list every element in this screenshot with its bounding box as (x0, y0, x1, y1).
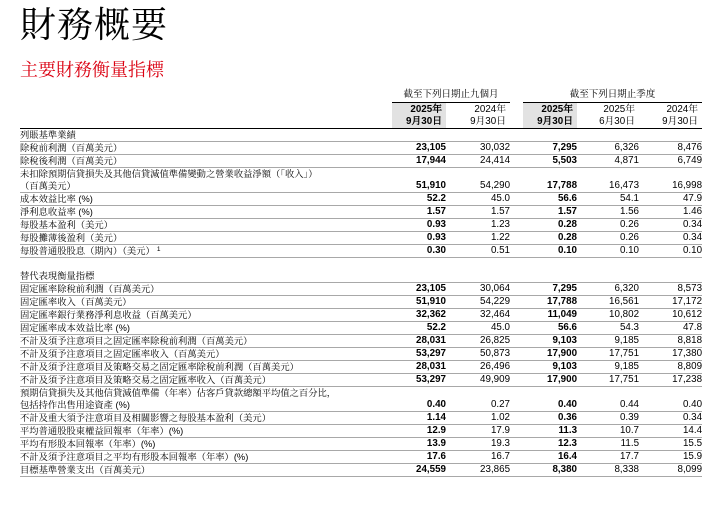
value-cell: 0.34 (639, 232, 702, 245)
row-label (20, 232, 392, 245)
value-cell: 47.8 (639, 322, 702, 335)
row-label-text: 目標基準營業支出（百萬美元） (20, 465, 151, 475)
table-row (20, 387, 702, 412)
value-cell: 24,414 (446, 155, 510, 168)
value-cell: 17,788 (523, 296, 577, 309)
value-cell: 51,910 (392, 168, 446, 193)
row-label-text: 平均普通股股東權益回報率（年率）(%) (20, 426, 184, 436)
value-cell: 7,295 (523, 142, 577, 155)
value-cell: 0.34 (639, 219, 702, 232)
value-cell: 1.14 (392, 412, 446, 425)
table-row (20, 155, 702, 168)
value-cell: 45.0 (446, 193, 510, 206)
row-label-line: 預期信貸損失及其他信貸減值準備（年率）佔客戶貸款總額平均值之百分比， (20, 388, 337, 398)
value-cell: 0.40 (392, 387, 446, 412)
table-row (20, 283, 702, 296)
table-row (20, 245, 702, 258)
column-header-year: 2025年 (603, 104, 636, 115)
table-row (20, 232, 702, 245)
column-gap (510, 245, 523, 258)
table-row (20, 168, 702, 193)
column-header-row (20, 103, 702, 129)
column-header-year: 2025年 (541, 104, 574, 115)
value-cell: 23,105 (392, 283, 446, 296)
row-label-text: 成本效益比率 (%) (20, 194, 93, 204)
value-cell: 47.9 (639, 193, 702, 206)
column-gap (510, 309, 523, 322)
column-header (577, 103, 639, 129)
row-label-text: 固定匯率除稅前利潤（百萬美元） (20, 284, 160, 294)
value-cell: 10.7 (577, 425, 639, 438)
column-gap (510, 219, 523, 232)
value-cell: 54.3 (577, 322, 639, 335)
value-cell: 15.9 (639, 451, 702, 464)
column-gap (510, 374, 523, 387)
column-gap (510, 88, 523, 103)
value-cell: 28,031 (392, 335, 446, 348)
column-header-year: 2025年 (410, 104, 442, 115)
value-cell: 17,900 (523, 374, 577, 387)
column-gap (510, 296, 523, 309)
value-cell: 53,297 (392, 374, 446, 387)
value-cell: 15.5 (639, 438, 702, 451)
value-cell: 0.39 (577, 412, 639, 425)
value-cell: 8,573 (639, 283, 702, 296)
table-row (20, 348, 702, 361)
value-cell: 52.2 (392, 322, 446, 335)
row-label-line: （百萬美元） (20, 181, 76, 191)
column-header-date: 9月30日 (406, 115, 442, 127)
row-label-text: 淨利息收益率 (%) (20, 207, 93, 217)
value-cell: 4,871 (577, 155, 639, 168)
row-label (20, 387, 392, 412)
section-heading: 替代表現衡量指標 (20, 270, 702, 283)
value-cell: 0.27 (446, 387, 510, 412)
row-label-text: 不計及須予注意項目及策略交易之固定匯率除稅前利潤（百萬美元） (20, 362, 299, 372)
value-cell: 17.9 (446, 425, 510, 438)
row-label (20, 425, 392, 438)
value-cell: 1.57 (446, 206, 510, 219)
table-header (20, 88, 702, 129)
row-label-text: 每股基本盈利（美元） (20, 220, 113, 230)
row-label (20, 283, 392, 296)
column-gap (510, 438, 523, 451)
section-heading-row (20, 270, 702, 283)
value-cell: 6,326 (577, 142, 639, 155)
value-cell: 17,238 (639, 374, 702, 387)
table-row (20, 374, 702, 387)
column-group-row (20, 88, 702, 103)
row-label (20, 309, 392, 322)
column-gap (510, 103, 523, 129)
footnote-ref: 1 (156, 245, 161, 253)
row-label-text: 固定匯率銀行業務淨利息收益（百萬美元） (20, 310, 197, 320)
column-header-date: 6月30日 (599, 115, 636, 127)
value-cell: 45.0 (446, 322, 510, 335)
row-label (20, 206, 392, 219)
column-header-year: 2024年 (474, 104, 507, 115)
value-cell: 11.3 (523, 425, 577, 438)
column-gap (510, 335, 523, 348)
value-cell: 8,380 (523, 464, 577, 477)
value-cell: 50,873 (446, 348, 510, 361)
row-label (20, 219, 392, 232)
row-label-text: 固定匯率成本效益比率 (%) (20, 323, 131, 333)
row-label-text: 不計及須予注意項目之固定匯率除稅前利潤（百萬美元） (20, 336, 253, 346)
row-label (20, 296, 392, 309)
row-label-text: 除稅前利潤（百萬美元） (20, 143, 123, 153)
column-header (523, 103, 577, 129)
value-cell: 26,825 (446, 335, 510, 348)
column-gap (510, 387, 523, 412)
column-gap (510, 361, 523, 374)
table-row (20, 412, 702, 425)
label-column-group-blank (20, 88, 392, 103)
value-cell: 13.9 (392, 438, 446, 451)
column-gap (510, 232, 523, 245)
value-cell: 17,380 (639, 348, 702, 361)
column-header (446, 103, 510, 129)
column-header (639, 103, 702, 129)
value-cell: 0.30 (392, 245, 446, 258)
row-label (20, 322, 392, 335)
column-gap (510, 193, 523, 206)
table-row (20, 335, 702, 348)
value-cell: 23,865 (446, 464, 510, 477)
value-cell: 17,172 (639, 296, 702, 309)
value-cell: 16,473 (577, 168, 639, 193)
row-label (20, 155, 392, 168)
label-column-header (20, 103, 392, 129)
column-header-date: 9月30日 (537, 115, 574, 127)
value-cell: 1.22 (446, 232, 510, 245)
value-cell: 8,809 (639, 361, 702, 374)
value-cell: 0.36 (523, 412, 577, 425)
value-cell: 17.6 (392, 451, 446, 464)
row-label-line: 未扣除預期信貸損失及其他信貸減值準備變動之營業收益淨額（「收入」） (20, 169, 318, 179)
value-cell: 54,290 (446, 168, 510, 193)
column-gap (510, 464, 523, 477)
value-cell: 26,496 (446, 361, 510, 374)
value-cell: 17,900 (523, 348, 577, 361)
column-gap (510, 425, 523, 438)
value-cell: 1.02 (446, 412, 510, 425)
row-label (20, 361, 392, 374)
row-label (20, 245, 392, 258)
value-cell: 16.7 (446, 451, 510, 464)
section-heading-row (20, 129, 702, 142)
row-label-text: 不計及須予注意項目之平均有形股本回報率（年率）(%) (20, 452, 249, 462)
value-cell: 1.57 (392, 206, 446, 219)
table-row (20, 206, 702, 219)
value-cell: 6,749 (639, 155, 702, 168)
value-cell: 16,998 (639, 168, 702, 193)
value-cell: 11,049 (523, 309, 577, 322)
section-spacer-cell (20, 258, 702, 271)
value-cell: 8,338 (577, 464, 639, 477)
value-cell: 23,105 (392, 142, 446, 155)
table-row (20, 322, 702, 335)
value-cell: 12.9 (392, 425, 446, 438)
value-cell: 19.3 (446, 438, 510, 451)
column-gap (510, 451, 523, 464)
value-cell: 56.6 (523, 193, 577, 206)
table-row (20, 142, 702, 155)
value-cell: 0.93 (392, 219, 446, 232)
value-cell: 17,788 (523, 168, 577, 193)
value-cell: 9,103 (523, 335, 577, 348)
row-label-text: 固定匯率收入（百萬美元） (20, 297, 132, 307)
table-row (20, 296, 702, 309)
table-row (20, 451, 702, 464)
value-cell: 1.23 (446, 219, 510, 232)
value-cell: 56.6 (523, 322, 577, 335)
row-label-text: 不計及須予注意項目之固定匯率收入（百萬美元） (20, 349, 225, 359)
value-cell: 1.56 (577, 206, 639, 219)
value-cell: 17,751 (577, 374, 639, 387)
row-label-text: 不計及重大須予注意項目及相關影響之每股基本盈利（美元） (20, 413, 272, 423)
value-cell: 12.3 (523, 438, 577, 451)
value-cell: 8,818 (639, 335, 702, 348)
value-cell: 54,229 (446, 296, 510, 309)
value-cell: 32,464 (446, 309, 510, 322)
row-label (20, 451, 392, 464)
page-subtitle: 主要財務衡量指標 (20, 60, 164, 80)
column-group-quarter: 截至下列日期止季度 (523, 88, 702, 103)
value-cell: 11.5 (577, 438, 639, 451)
value-cell: 5,503 (523, 155, 577, 168)
table-row (20, 438, 702, 451)
value-cell: 9,185 (577, 335, 639, 348)
value-cell: 0.93 (392, 232, 446, 245)
value-cell: 1.46 (639, 206, 702, 219)
table-row (20, 219, 702, 232)
row-label (20, 335, 392, 348)
column-gap (510, 322, 523, 335)
value-cell: 0.10 (639, 245, 702, 258)
value-cell: 54.1 (577, 193, 639, 206)
table-row (20, 193, 702, 206)
row-label (20, 348, 392, 361)
table-row (20, 464, 702, 477)
value-cell: 9,185 (577, 361, 639, 374)
value-cell: 49,909 (446, 374, 510, 387)
row-label (20, 142, 392, 155)
value-cell: 0.26 (577, 232, 639, 245)
value-cell: 0.10 (523, 245, 577, 258)
table-row (20, 309, 702, 322)
column-header-date: 9月30日 (662, 115, 699, 127)
value-cell: 30,032 (446, 142, 510, 155)
column-gap (510, 206, 523, 219)
value-cell: 9,103 (523, 361, 577, 374)
row-label-line: 包括持作出售用途資產 (%) (20, 400, 131, 410)
value-cell: 10,612 (639, 309, 702, 322)
value-cell: 10,802 (577, 309, 639, 322)
column-gap (510, 348, 523, 361)
value-cell: 28,031 (392, 361, 446, 374)
column-header-year: 2024年 (666, 104, 699, 115)
column-header (392, 103, 446, 129)
row-label (20, 464, 392, 477)
row-label (20, 412, 392, 425)
column-gap (510, 283, 523, 296)
value-cell: 17,751 (577, 348, 639, 361)
key-metrics-table (20, 88, 702, 477)
value-cell: 30,064 (446, 283, 510, 296)
column-gap (510, 155, 523, 168)
column-header-date: 9月30日 (470, 115, 507, 127)
row-label-text: 每股普通股股息（期內）（美元） (20, 246, 155, 256)
row-label-text: 除稅後利潤（百萬美元） (20, 156, 123, 166)
row-label (20, 438, 392, 451)
value-cell: 16.4 (523, 451, 577, 464)
row-label (20, 168, 392, 193)
value-cell: 0.40 (523, 387, 577, 412)
value-cell: 0.28 (523, 219, 577, 232)
value-cell: 17,944 (392, 155, 446, 168)
value-cell: 52.2 (392, 193, 446, 206)
value-cell: 0.44 (577, 387, 639, 412)
table-row (20, 425, 702, 438)
value-cell: 24,559 (392, 464, 446, 477)
column-gap (510, 142, 523, 155)
row-label-text: 平均有形股本回報率（年率）(%) (20, 439, 156, 449)
value-cell: 53,297 (392, 348, 446, 361)
value-cell: 8,476 (639, 142, 702, 155)
value-cell: 32,362 (392, 309, 446, 322)
column-gap (510, 168, 523, 193)
value-cell: 0.34 (639, 412, 702, 425)
row-label (20, 193, 392, 206)
column-group-nine-months: 截至下列日期止九個月 (392, 88, 510, 103)
value-cell: 16,561 (577, 296, 639, 309)
value-cell: 7,295 (523, 283, 577, 296)
row-label-text: 不計及須予注意項目及策略交易之固定匯率收入（百萬美元） (20, 375, 272, 385)
value-cell: 0.40 (639, 387, 702, 412)
value-cell: 8,099 (639, 464, 702, 477)
column-gap (510, 412, 523, 425)
value-cell: 51,910 (392, 296, 446, 309)
table-row (20, 361, 702, 374)
value-cell: 0.26 (577, 219, 639, 232)
table-body (20, 129, 702, 477)
value-cell: 0.51 (446, 245, 510, 258)
section-spacer (20, 258, 702, 271)
value-cell: 17.7 (577, 451, 639, 464)
value-cell: 14.4 (639, 425, 702, 438)
value-cell: 1.57 (523, 206, 577, 219)
value-cell: 0.28 (523, 232, 577, 245)
section-heading: 列賬基準業績 (20, 129, 702, 142)
row-label-text: 每股攤薄後盈利（美元） (20, 233, 123, 243)
value-cell: 6,320 (577, 283, 639, 296)
page-title: 財務概要 (20, 4, 169, 45)
value-cell: 0.10 (577, 245, 639, 258)
row-label (20, 374, 392, 387)
